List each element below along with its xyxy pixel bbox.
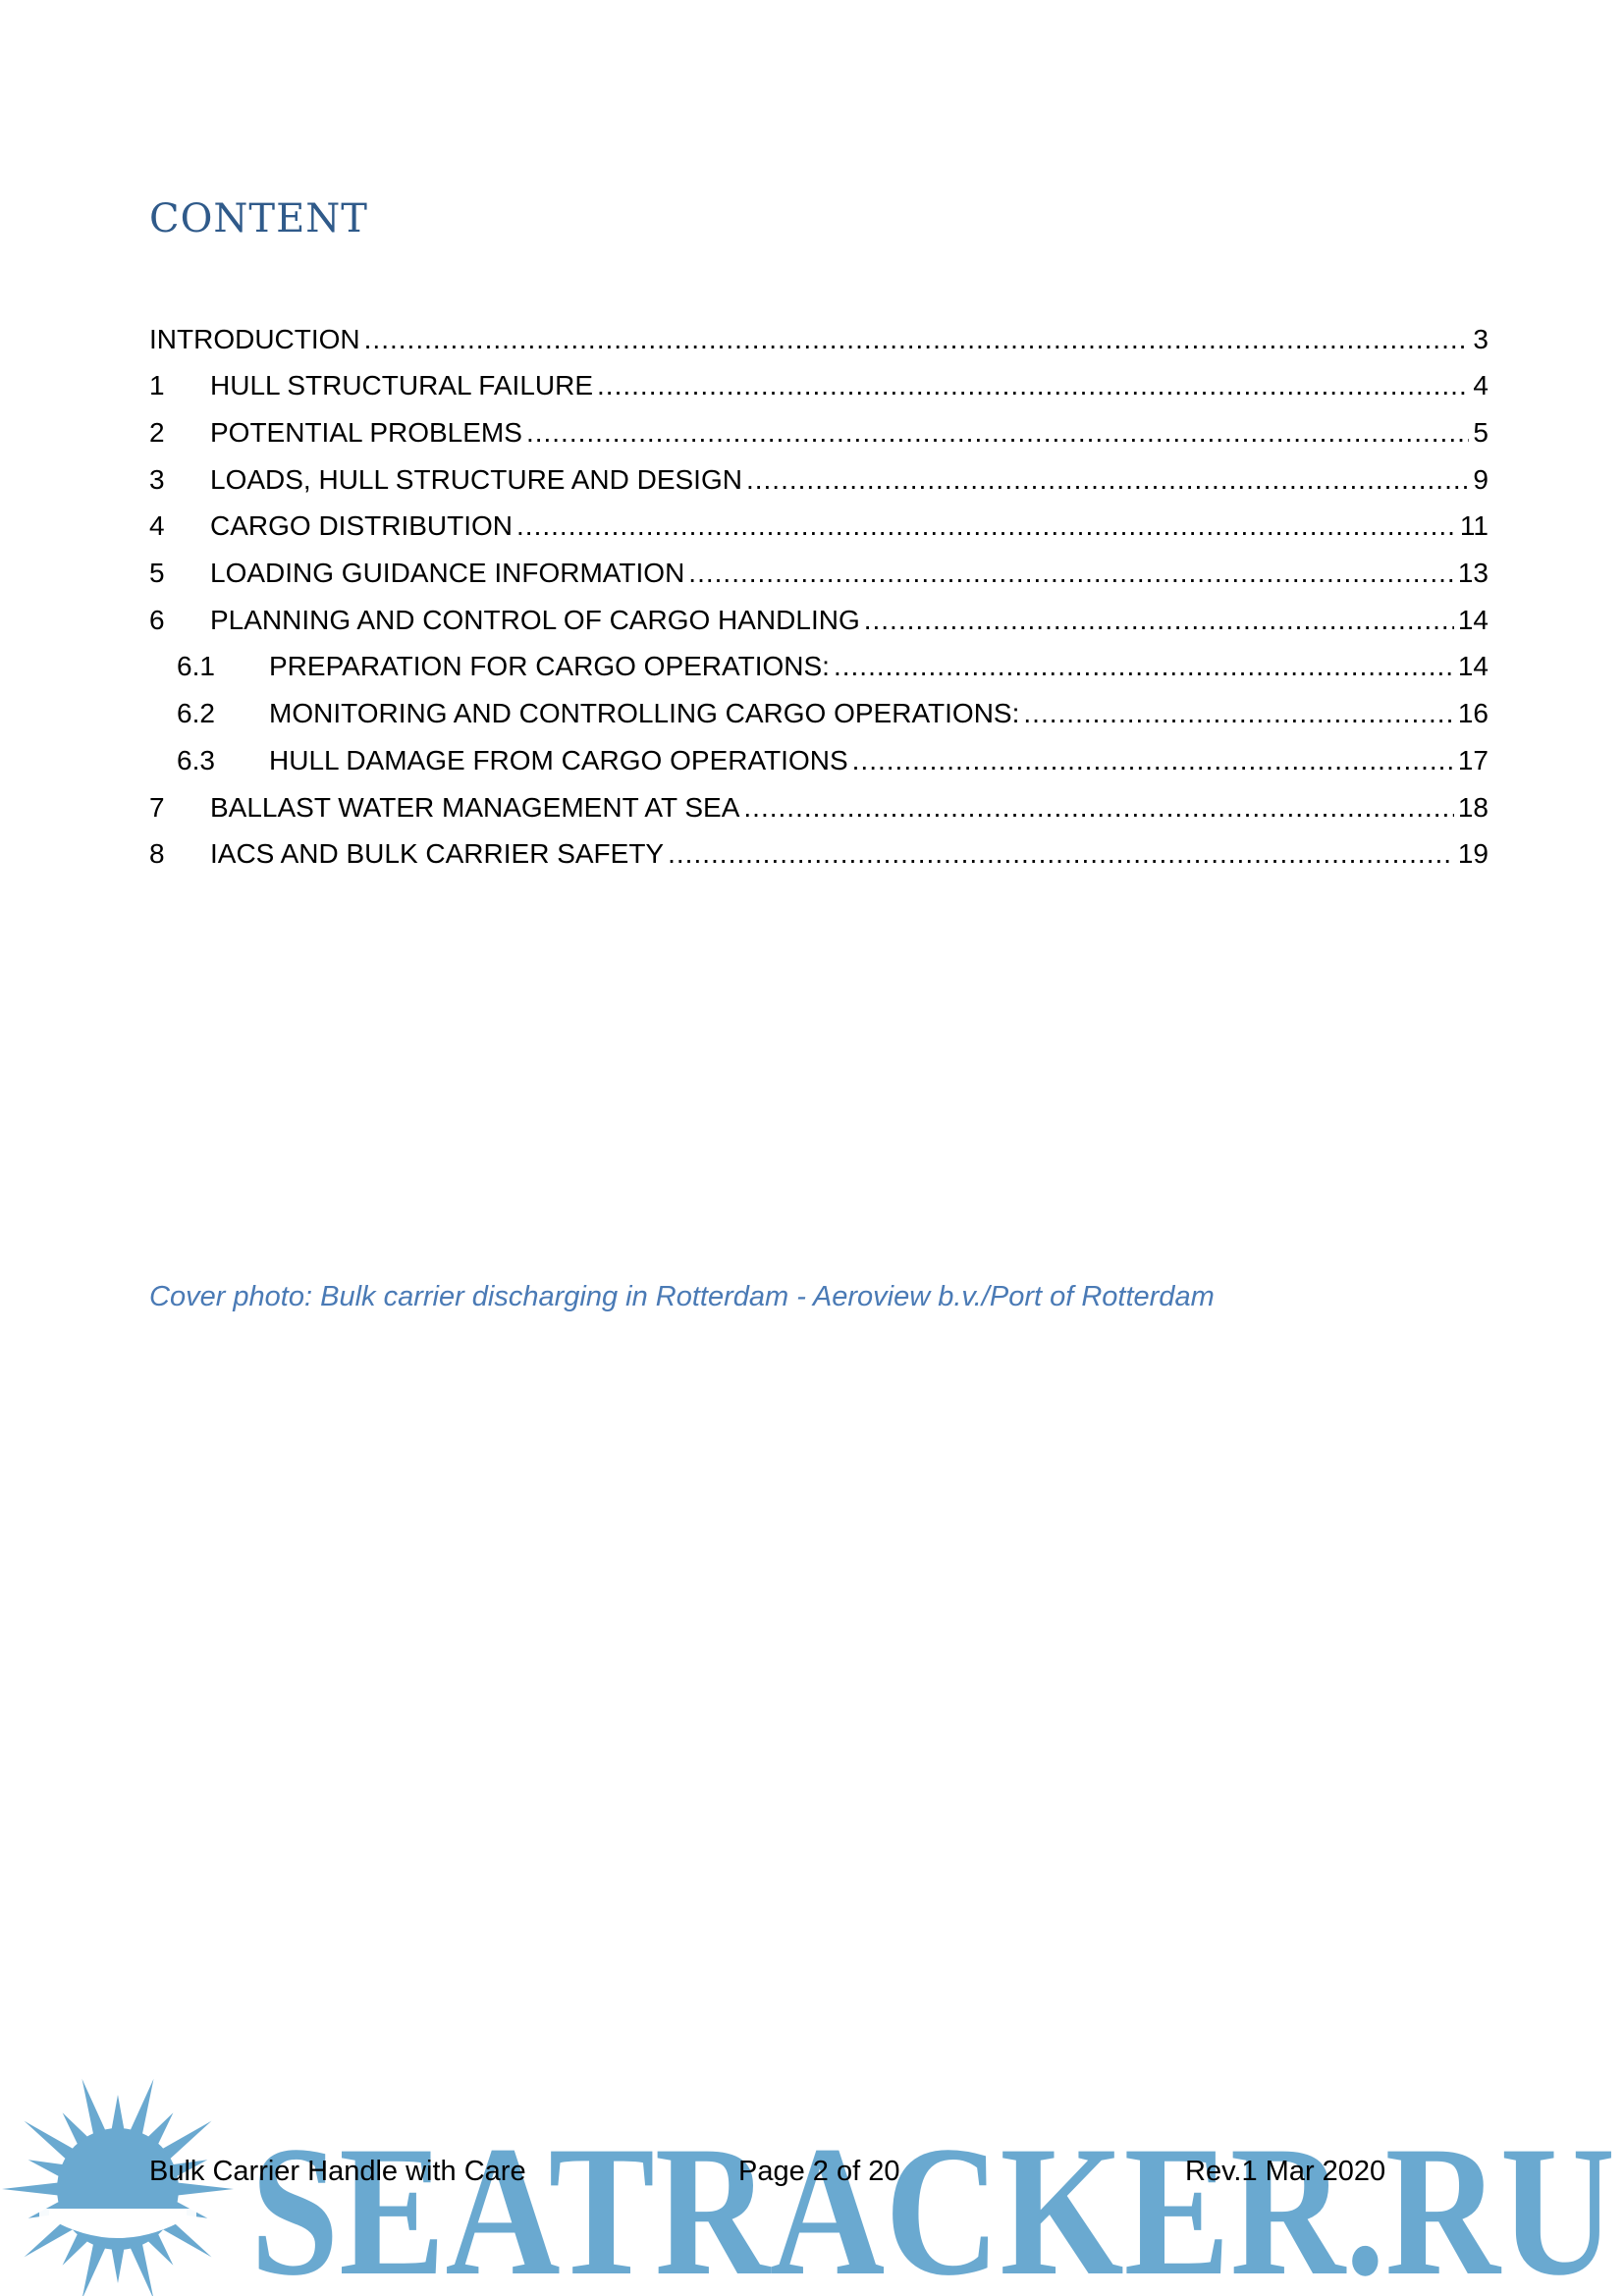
sun-ray	[111, 2095, 124, 2130]
footer-page-number: Page 2 of 20	[738, 2156, 900, 2187]
sun-ray	[130, 2243, 153, 2296]
toc-dot-leader	[597, 369, 1469, 402]
toc-entry-page: 9	[1473, 464, 1489, 495]
toc-entry-number: 6	[149, 605, 165, 635]
toc-entry-page: 16	[1457, 698, 1489, 728]
toc-dot-leader	[1023, 697, 1453, 730]
toc-dot-leader	[743, 791, 1453, 825]
footer-document-title: Bulk Carrier Handle with Care	[149, 2156, 526, 2187]
toc-entry-title: BALLAST WATER MANAGEMENT AT SEA	[210, 792, 740, 823]
toc-dot-leader	[834, 650, 1454, 683]
toc-entry-title: PREPARATION FOR CARGO OPERATIONS:	[269, 651, 830, 681]
sun-ray	[25, 2121, 75, 2161]
toc-entry-number: 2	[149, 417, 165, 448]
toc-entry-title: HULL DAMAGE FROM CARGO OPERATIONS	[269, 745, 848, 775]
toc-entry-title: POTENTIAL PROBLEMS	[210, 417, 522, 448]
toc-dot-leader	[864, 604, 1454, 637]
toc-entry-title: HULL STRUCTURAL FAILURE	[210, 370, 594, 400]
page-title: CONTENT	[149, 196, 368, 241]
toc-entry-title: PLANNING AND CONTROL OF CARGO HANDLING	[210, 605, 860, 635]
toc-entry-7[interactable]	[149, 785, 1489, 825]
toc-entry-number: 6.2	[177, 698, 215, 728]
toc-entry-page: 4	[1473, 370, 1489, 400]
toc-entry-page: 14	[1457, 605, 1489, 635]
sun-ray	[111, 2248, 124, 2283]
sun-ray	[2, 2182, 59, 2195]
toc-entry-1[interactable]	[149, 363, 1489, 402]
sun-ray	[82, 2079, 106, 2136]
watermark-logo	[250, 2109, 1620, 2285]
toc-entry-title: MONITORING AND CONTROLLING CARGO OPERATIONS:	[269, 698, 1020, 728]
sun-ray	[130, 2079, 153, 2136]
toc-entry-page: 14	[1457, 651, 1489, 681]
toc-entry-number: 1	[149, 370, 165, 400]
toc-entry-8[interactable]	[149, 831, 1489, 871]
toc-entry-3[interactable]	[149, 457, 1489, 497]
toc-entry-5[interactable]	[149, 551, 1489, 590]
toc-entry-page: 19	[1457, 838, 1489, 869]
toc-dot-leader	[852, 744, 1454, 777]
toc-entry-title: INTRODUCTION	[149, 324, 360, 354]
toc-entry-2[interactable]	[149, 410, 1489, 450]
toc-dot-leader	[526, 416, 1469, 450]
toc-entry-number: 6.1	[177, 651, 215, 681]
cover-photo-caption: Cover photo: Bulk carrier discharging in Rotterdam - Aeroview b.v./Port of Rotterdam	[149, 1281, 1215, 1312]
sun-ray	[161, 2121, 211, 2161]
toc-dot-leader	[668, 837, 1454, 871]
footer-revision: Rev.1 Mar 2020	[1185, 2156, 1386, 2187]
watermark-text: SEATRACKER.RU	[250, 2109, 1615, 2285]
toc-entry-page: 13	[1457, 558, 1489, 588]
toc-entry-number: 3	[149, 464, 165, 495]
toc-entry-title: LOADS, HULL STRUCTURE AND DESIGN	[210, 464, 742, 495]
toc-entry-6-2[interactable]	[149, 691, 1489, 730]
toc-entry-number: 7	[149, 792, 165, 823]
toc-entry-number: 6.3	[177, 745, 215, 775]
toc-entry-4[interactable]	[149, 504, 1489, 543]
toc-entry-page: 11	[1459, 510, 1489, 541]
toc-dot-leader	[688, 557, 1454, 590]
toc-entry-number: 8	[149, 838, 165, 869]
toc-entry-page: 3	[1473, 324, 1489, 354]
toc-entry-page: 5	[1473, 417, 1489, 448]
toc-entry-introduction[interactable]	[149, 317, 1489, 356]
toc-dot-leader	[516, 509, 1456, 543]
sun-ray	[82, 2243, 106, 2296]
toc-entry-number: 4	[149, 510, 165, 541]
toc-entry-6[interactable]	[149, 598, 1489, 637]
toc-entry-6-3[interactable]	[149, 738, 1489, 777]
toc-entry-page: 17	[1457, 745, 1489, 775]
toc-dot-leader	[746, 463, 1469, 497]
toc-entry-page: 18	[1457, 792, 1489, 823]
toc-entry-title: CARGO DISTRIBUTION	[210, 510, 514, 541]
toc-dot-leader	[364, 323, 1470, 356]
toc-entry-number: 5	[149, 558, 165, 588]
toc-entry-6-1[interactable]	[149, 644, 1489, 683]
toc-entry-title: LOADING GUIDANCE INFORMATION	[210, 558, 685, 588]
toc-entry-title: IACS AND BULK CARRIER SAFETY	[210, 838, 665, 869]
